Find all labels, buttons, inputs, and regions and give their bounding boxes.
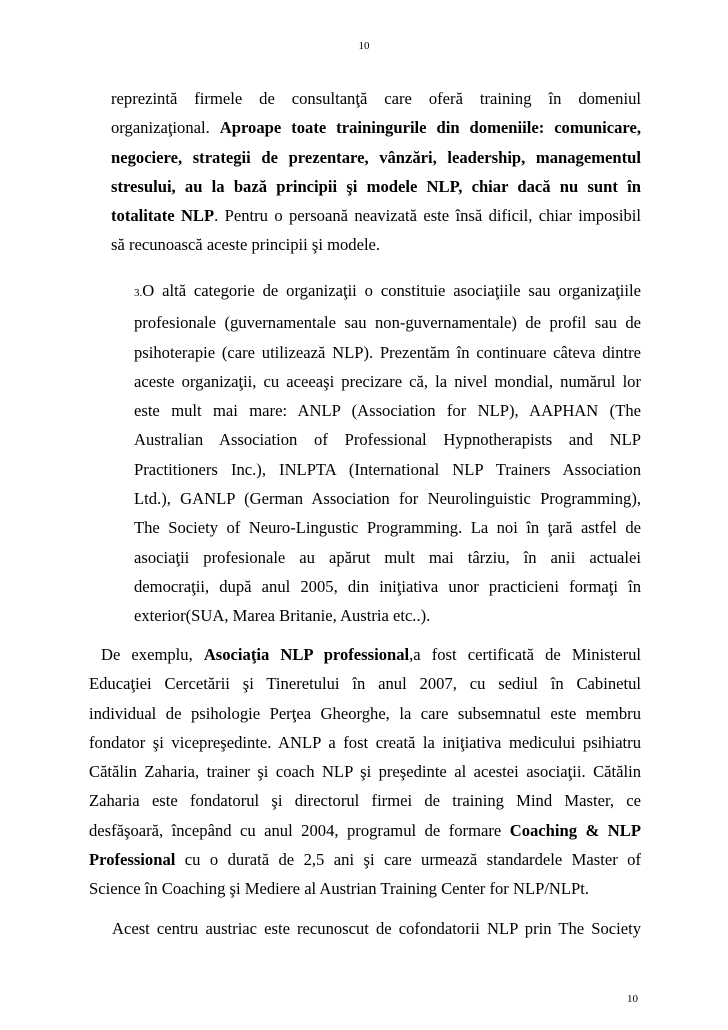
text-line: democraţii, după anul 2005, din iniţiativa unor practicieni formaţi în [134,576,641,596]
text-run: De exemplu, [101,645,204,664]
text-line: Educaţiei Cercetării şi Tineretului în anul 2007, cu sediul în Cabinetul [89,674,641,694]
text-line: Zaharia este fondatorul şi directorul firmei de training Mind Master, ce [89,791,641,811]
text-line: Acest centru austriac este recunoscut de cofondatorii NLP prin The Society [112,919,641,938]
list-number: 3. [134,287,143,299]
text-run: O altă categorie de organizaţii o constituie asociaţiile sau organizaţiile [142,281,641,300]
text-line [89,845,641,874]
bold-text-run: Aproape toate trainingurile din domeniile: comunicare, [219,118,641,138]
text-line: este mult mai mare: ANLP (Association for NLP), AAPHAN (The [134,401,641,421]
bold-text-run: Asociaţia NLP professional [203,645,410,664]
text-run: cu o durată de 2,5 ani şi care urmează standardele Master of [175,850,641,870]
text-line: stresului, au la bază principii şi modele NLP, chiar dacă nu sunt în [111,176,641,196]
text-run: desfăşoară, începând cu anul 2004, programul de formare [89,820,510,840]
text-line: Ltd.), GANLP (German Association for Neurolinguistic Programming), [134,489,641,509]
text-run: organizaţional. [111,118,220,138]
paragraph-4 [112,914,641,943]
bold-text-run: totalitate NLP [111,206,215,226]
text-line: individual de psihologie Perţea Gheorghe, la care subsemnatul este membru [89,703,641,723]
text-line [89,640,641,669]
text-run: . Pentru o persoană neavizată este însă dificil, chiar imposibil [214,206,641,226]
text-line [89,816,641,845]
text-line [134,276,641,308]
paragraph-1 [111,84,641,260]
text-line: Science în Coaching şi Mediere al Austrian Training Center for NLP/NLPt. [89,879,590,899]
text-line: Australian Association of Professional Hypnotherapists and NLP [134,430,641,450]
text-line: Practitioners Inc.), INLPTA (International NLP Trainers Association [134,459,641,479]
text-line: The Society of Neuro-Lingustic Programming. La noi în ţară astfel de [134,518,641,538]
page-number-top: 10 [358,40,370,52]
bold-text-run: Professional [89,850,176,870]
text-line [111,201,641,230]
text-line: asociaţii profesionale au apărut mult mai târziu, în anii actualei [134,547,641,567]
text-line: fondator şi vicepreşedinte. ANLP a fost creată la iniţiativa medicului psihiatru [89,732,641,752]
paragraph-2 [134,276,641,631]
text-line: aceste organizaţii, cu aceeaşi precizare că, la nivel mondial, numărul lor [134,371,641,391]
text-line: psihoterapie (care utilizează NLP). Prezentăm în continuare câteva dintre [134,342,641,362]
text-line: profesionale (guvernamentale sau non-guvernamentale) de profil sau de [134,313,641,333]
text-line: exterior(SUA, Marea Britanie, Austria etc..). [134,606,431,626]
text-line [111,113,641,142]
paragraph-3 [89,640,641,904]
text-line: reprezintă firmele de consultanţă care oferă training în domeniul [111,89,641,108]
page-number-bottom: 10 [627,993,638,1005]
text-line: Cătălin Zaharia, trainer şi coach NLP şi preşedinte al acestei asociaţii. Cătălin [89,762,641,782]
text-run: ,a fost certificată de Ministerul [409,645,641,664]
text-line: negociere, strategii de prezentare, vânzări, leadership, managementul [111,147,641,167]
text-line: să recunoască aceste principii şi modele. [111,235,381,255]
bold-text-run: Coaching & NLP [509,820,641,840]
